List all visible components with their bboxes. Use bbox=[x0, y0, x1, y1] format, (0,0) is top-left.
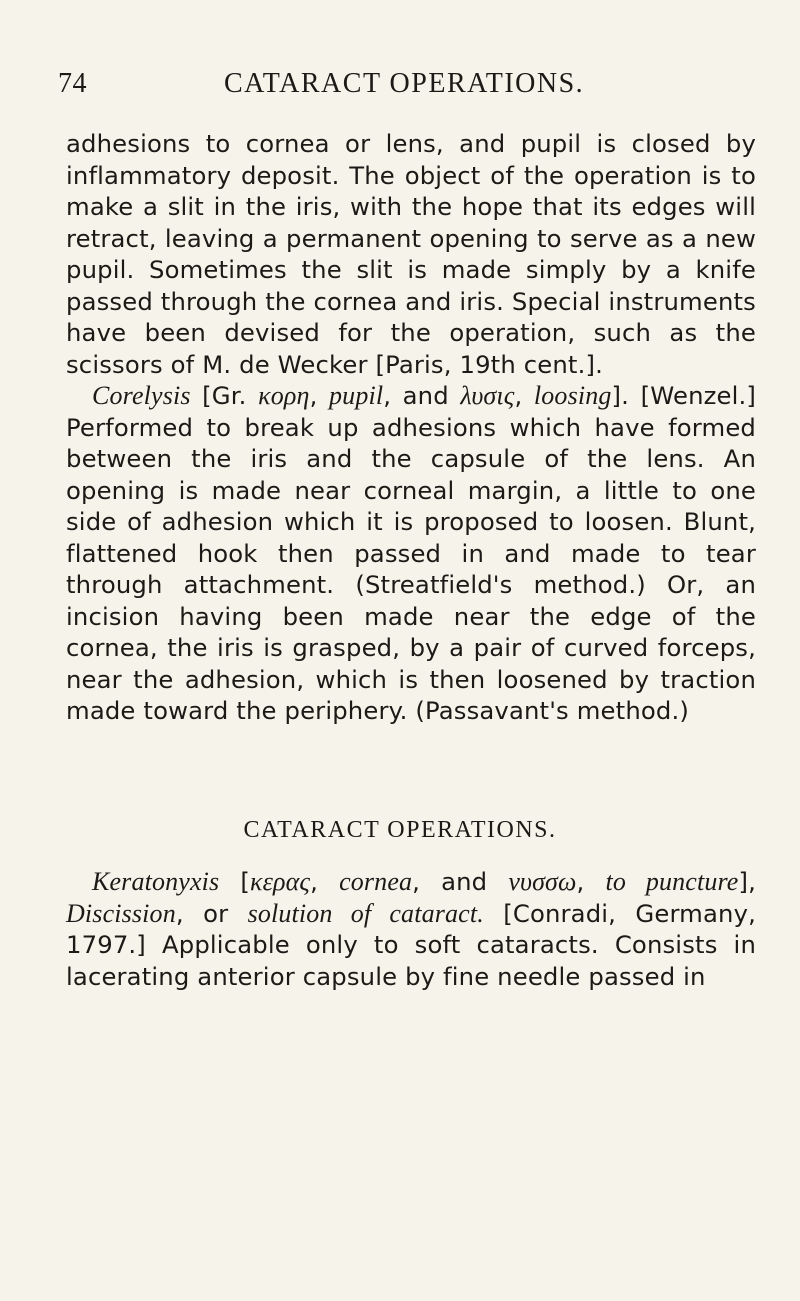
etymology-open: [ bbox=[219, 867, 250, 896]
entry-term: Keratonyxis bbox=[92, 867, 220, 896]
gloss: cornea bbox=[339, 867, 413, 896]
gloss: pupil bbox=[329, 381, 384, 410]
body-text-upper bbox=[66, 128, 756, 727]
conjunction: , and bbox=[412, 867, 509, 896]
running-head bbox=[58, 68, 748, 108]
page-number: 74 bbox=[58, 68, 87, 99]
entry-description: ]. [Wenzel.] Performed to break up adhesions which have formed between the iris and the capsule of the lens. An opening is made near corneal margin, a little to one side of adhesion which it is proposed to loosen. Blunt, flattened hook then passed in and made to tear through attachment. (Streatfield's method.) Or, an incision having been made near the edge of the cornea, the iris is grasped, by a pair of curved forceps, near the adhesion, which is then loosened by traction made toward the periphery. (Passavant's method.) bbox=[66, 381, 757, 725]
entry-term: Corelysis bbox=[92, 381, 191, 410]
gloss: loosing bbox=[533, 381, 612, 410]
greek-word: κορη bbox=[258, 381, 310, 410]
entry-corelysis bbox=[66, 380, 756, 727]
alternate-gloss: solution of cataract. bbox=[247, 898, 484, 928]
body-text-lower bbox=[66, 866, 756, 992]
etymology-close: ], bbox=[738, 867, 756, 896]
gloss: to puncture bbox=[605, 867, 739, 896]
punctuation: , bbox=[310, 867, 340, 896]
greek-word: κερας bbox=[249, 867, 311, 896]
paragraph-continuation: adhesions to cornea or lens, and pupil is closed by inflammatory deposit. The object of the operation is to make a slit in the iris, with the hope that its edges will retract, leaving a permanent opening to serve as a new pupil. Sometimes the slit is made simply by a knife passed through the cornea and iris. Special instruments have been devised for the operation, such as the scissors of M. de Wecker [Paris, 19th cent.]. bbox=[66, 129, 756, 379]
entry-description: [Conradi, Germany, 1797.] Applicable only to soft cataracts. Consists in lacerating anterior capsule by fine needle passed in bbox=[66, 898, 756, 991]
greek-word: νυσσω bbox=[508, 867, 577, 896]
conjunction: , or bbox=[175, 898, 248, 928]
entry-keratonyxis bbox=[66, 866, 756, 992]
punctuation: , bbox=[514, 381, 534, 410]
alternate-term: Discission bbox=[66, 898, 176, 928]
punctuation: , bbox=[309, 381, 330, 410]
etymology-open: [Gr. bbox=[190, 381, 259, 410]
conjunction: , and bbox=[383, 381, 461, 410]
running-title: CATARACT OPERATIONS. bbox=[224, 68, 585, 99]
section-heading: CATARACT OPERATIONS. bbox=[243, 817, 557, 843]
punctuation: , bbox=[576, 867, 606, 896]
greek-word: λυσις bbox=[460, 381, 515, 410]
